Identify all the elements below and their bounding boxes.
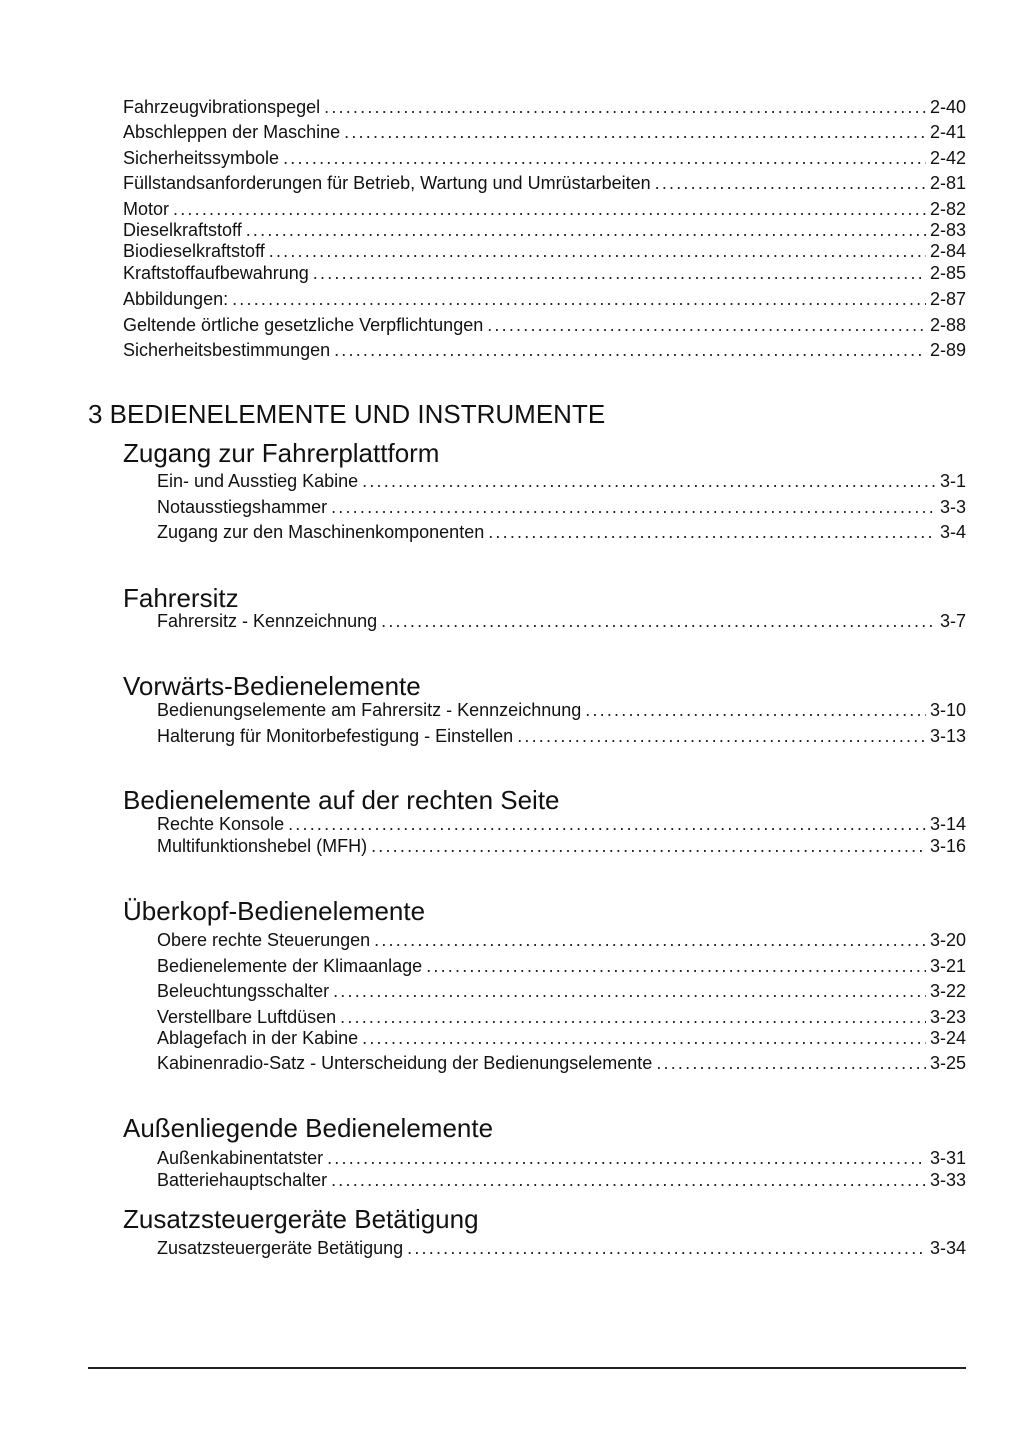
toc-entry-page: 2-84 (929, 241, 966, 261)
toc-entry-page: 3-31 (929, 1148, 966, 1168)
toc-entry-page: 3-13 (929, 726, 966, 746)
dot-leader (407, 1237, 926, 1259)
toc-entry[interactable] (157, 1052, 966, 1074)
toc-entry[interactable] (123, 339, 966, 361)
toc-entry-title: Kraftstoffaufbewahrung (123, 263, 309, 283)
dot-leader (334, 339, 926, 361)
section-heading: Außenliegende Bedienelemente (123, 1113, 494, 1143)
toc-entry-title: Dieselkraftstoff (123, 220, 242, 240)
toc-entry-title: Abbildungen: (123, 289, 229, 309)
section-heading: Fahrersitz (123, 583, 239, 613)
toc-entry[interactable] (157, 496, 966, 518)
toc-entry[interactable] (157, 470, 966, 492)
toc-entry[interactable] (123, 172, 966, 194)
toc-entry-page: 2-87 (929, 289, 966, 309)
dot-leader (340, 1006, 926, 1028)
toc-entry-page: 3-24 (929, 1028, 966, 1048)
dot-leader (331, 496, 936, 518)
toc-entry-title: Halterung für Monitorbefestigung - Einstellen (157, 726, 514, 746)
toc-entry-page: 2-40 (929, 97, 966, 117)
toc-entry[interactable] (123, 314, 966, 336)
toc-entry[interactable] (157, 955, 966, 977)
chapter-title: 3 BEDIENELEMENTE UND INSTRUMENTE (88, 399, 606, 429)
dot-leader (487, 314, 926, 336)
toc-entry-title: Kabinenradio-Satz - Unterscheidung der Bedienungselemente (157, 1053, 653, 1073)
toc-entry-page: 3-16 (929, 836, 966, 856)
toc-entry-title: Füllstandsanforderungen für Betrieb, Wartung und Umrüstarbeiten (123, 173, 651, 193)
toc-entry-page: 3-33 (929, 1170, 966, 1190)
toc-entry[interactable] (123, 219, 966, 241)
dot-leader (371, 835, 926, 857)
toc-entry-page: 3-22 (929, 981, 966, 1001)
dot-leader (656, 1052, 926, 1074)
toc-entry-title: Geltende örtliche gesetzliche Verpflichtungen (123, 315, 484, 335)
toc-entry-page: 3-14 (929, 814, 966, 834)
toc-entry[interactable] (123, 198, 966, 220)
toc-entry[interactable] (157, 1006, 966, 1028)
toc-entry-page: 3-10 (929, 700, 966, 720)
toc-entry-title: Abschleppen der Maschine (123, 122, 341, 142)
section-heading: Zusatzsteuergeräte Betätigung (123, 1204, 479, 1234)
toc-entry-title: Motor (123, 199, 170, 219)
toc-entry-page: 3-1 (939, 471, 966, 491)
dot-leader (269, 240, 926, 262)
toc-entry-title: Zusatzsteuergeräte Betätigung (157, 1238, 404, 1258)
toc-entry-title: Obere rechte Steuerungen (157, 930, 371, 950)
toc-entry-page: 2-89 (929, 340, 966, 360)
toc-entry[interactable] (157, 980, 966, 1002)
toc-entry-page: 3-3 (939, 497, 966, 517)
toc-entry-title: Beleuchtungsschalter (157, 981, 330, 1001)
toc-entry-title: Multifunktionshebel (MFH) (157, 836, 368, 856)
toc-entry-page: 2-82 (929, 199, 966, 219)
toc-entry-title: Bedienelemente der Klimaanlage (157, 956, 423, 976)
toc-entry-page: 2-88 (929, 315, 966, 335)
toc-entry-page: 3-21 (929, 956, 966, 976)
toc-entry-title: Ablagefach in der Kabine (157, 1028, 359, 1048)
toc-entry-title: Außenkabinentatster (157, 1148, 324, 1168)
dot-leader (374, 929, 926, 951)
dot-leader (173, 198, 926, 220)
toc-entry[interactable] (123, 147, 966, 169)
toc-entry-page: 3-23 (929, 1007, 966, 1027)
toc-entry[interactable] (157, 1169, 966, 1191)
toc-entry-title: Ein- und Ausstieg Kabine (157, 471, 359, 491)
toc-entry-title: Biodieselkraftstoff (123, 241, 265, 261)
toc-entry[interactable] (157, 835, 966, 857)
toc-entry-title: Sicherheitssymbole (123, 148, 280, 168)
toc-entry-page: 3-34 (929, 1238, 966, 1258)
toc-entry-page: 3-20 (929, 930, 966, 950)
toc-entry[interactable] (123, 288, 966, 310)
toc-entry[interactable] (157, 1147, 966, 1169)
toc-entry-page: 2-83 (929, 220, 966, 240)
toc-entry[interactable] (157, 1027, 966, 1049)
toc-entry[interactable] (157, 1237, 966, 1259)
toc-entry[interactable] (157, 521, 966, 543)
dot-leader (585, 699, 926, 721)
dot-leader (344, 121, 926, 143)
toc-entry-title: Notausstiegshammer (157, 497, 328, 517)
toc-entry[interactable] (157, 813, 966, 835)
dot-leader (333, 980, 926, 1002)
dot-leader (331, 1169, 926, 1191)
toc-entry[interactable] (123, 240, 966, 262)
dot-leader (517, 725, 926, 747)
toc-entry-title: Rechte Konsole (157, 814, 285, 834)
toc-entry[interactable] (157, 725, 966, 747)
toc-entry-page: 2-41 (929, 122, 966, 142)
dot-leader (324, 96, 926, 118)
toc-entry-title: Batteriehauptschalter (157, 1170, 328, 1190)
toc-entry-page: 2-85 (929, 263, 966, 283)
section-heading: Überkopf-Bedienelemente (123, 896, 426, 926)
dot-leader (426, 955, 926, 977)
toc-entry[interactable] (157, 929, 966, 951)
dot-leader (362, 1027, 926, 1049)
toc-entry-page: 3-7 (939, 611, 966, 631)
dot-leader (246, 219, 926, 241)
toc-entry-title: Verstellbare Luftdüsen (157, 1007, 337, 1027)
section-heading: Zugang zur Fahrerplattform (123, 438, 440, 468)
footer-rule (88, 1367, 966, 1369)
toc-entry-page: 2-81 (929, 173, 966, 193)
toc-entry-title: Zugang zur den Maschinenkomponenten (157, 522, 485, 542)
toc-entry-page: 3-25 (929, 1053, 966, 1073)
dot-leader (232, 288, 926, 310)
toc-entry[interactable] (157, 610, 966, 632)
dot-leader (488, 521, 936, 543)
toc-entry-title: Fahrersitz - Kennzeichnung (157, 611, 378, 631)
toc-entry[interactable] (123, 96, 966, 118)
toc-entry-title: Fahrzeugvibrationspegel (123, 97, 321, 117)
dot-leader (362, 470, 936, 492)
toc-entry-title: Bedienungselemente am Fahrersitz - Kennzeichnung (157, 700, 582, 720)
section-heading: Vorwärts-Bedienelemente (123, 671, 421, 701)
toc-entry-title: Sicherheitsbestimmungen (123, 340, 331, 360)
toc-entry[interactable] (123, 262, 966, 284)
dot-leader (313, 262, 926, 284)
toc-entry-page: 3-4 (939, 522, 966, 542)
dot-leader (283, 147, 926, 169)
dot-leader (327, 1147, 926, 1169)
dot-leader (288, 813, 926, 835)
dot-leader (381, 610, 936, 632)
toc-entry[interactable] (157, 699, 966, 721)
section-heading: Bedienelemente auf der rechten Seite (123, 785, 560, 815)
toc-entry[interactable] (123, 121, 966, 143)
dot-leader (655, 172, 926, 194)
toc-entry-page: 2-42 (929, 148, 966, 168)
